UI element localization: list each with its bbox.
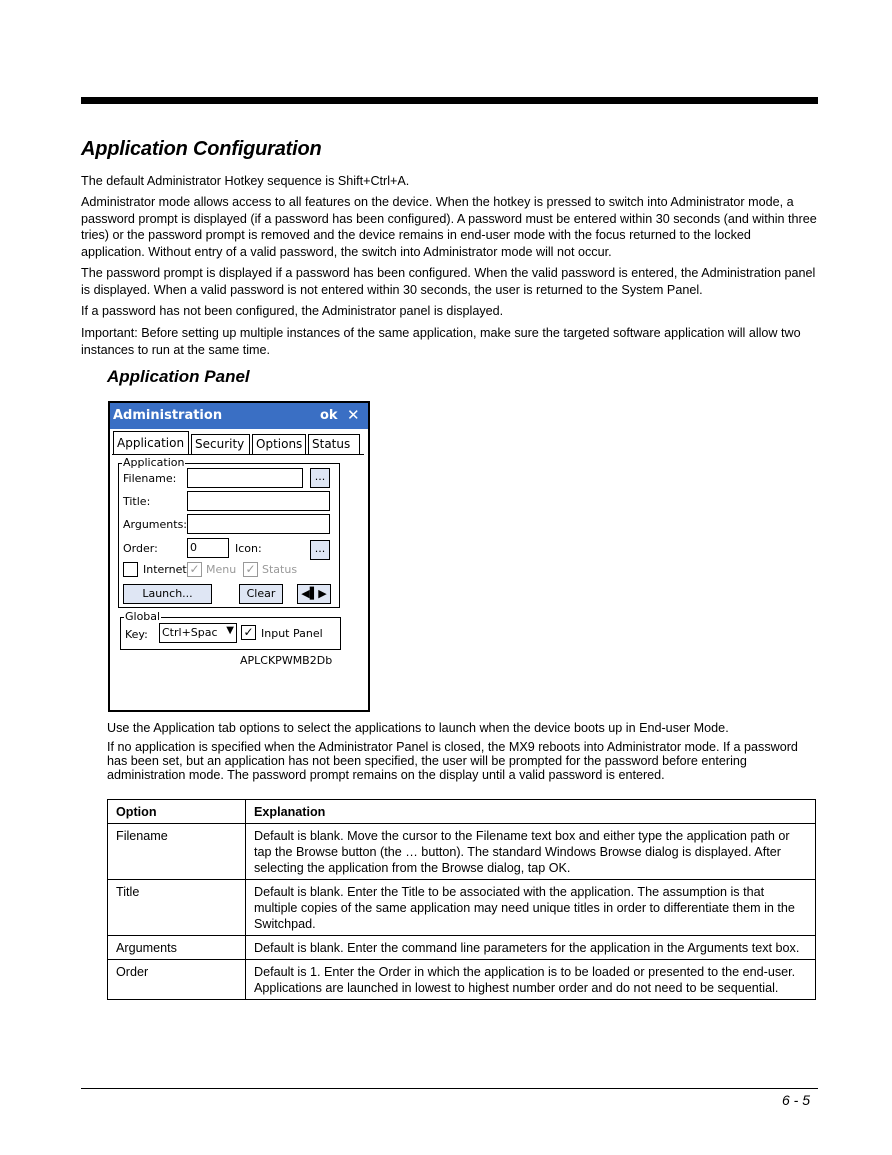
- table-row: [108, 880, 816, 936]
- dialog-title: Administration: [113, 408, 223, 423]
- internet-label: Internet: [143, 563, 187, 576]
- option-cell: Filename: [108, 824, 246, 880]
- arguments-label: Arguments:: [123, 518, 188, 531]
- subsection-title: Application Panel: [107, 367, 250, 386]
- options-table: [107, 799, 816, 1000]
- figure-code: APLCKPWMB2Db: [240, 654, 333, 667]
- dialog-title-bar: [110, 403, 368, 429]
- menu-label: Menu: [206, 563, 237, 576]
- table-header-row: [108, 800, 816, 824]
- title-field[interactable]: [187, 491, 330, 511]
- launch-button[interactable]: Launch...: [123, 584, 212, 604]
- hotkey-select[interactable]: [159, 623, 237, 643]
- explanation-cell: Default is blank. Enter the Title to be associated with the application. The assumption is that multiple copies of the same application may need unique titles in order to differentiate them in the Switchpad.: [246, 880, 816, 936]
- paragraph-password-prompt: The password prompt is displayed if a password has been configured. When the valid password is entered, the Administration panel is displayed. When a valid password is not entered within 30 seconds, the user is returned to the System Panel.: [81, 266, 816, 297]
- hotkey-value: Ctrl+Spac: [162, 626, 218, 639]
- filename-label: Filename:: [123, 472, 177, 485]
- arguments-field[interactable]: [187, 514, 330, 534]
- menu-checkbox[interactable]: [187, 562, 202, 577]
- dropdown-arrow-icon: ▼: [226, 625, 234, 636]
- option-cell: Title: [108, 880, 246, 936]
- left-right-arrows-icon: ◀▌▶: [301, 587, 327, 600]
- paragraph-hotkey: The default Administrator Hotkey sequence is Shift+Ctrl+A.: [81, 174, 410, 188]
- filename-field[interactable]: [187, 468, 303, 488]
- status-checkbox[interactable]: [243, 562, 258, 577]
- explanation-cell: Default is 1. Enter the Order in which the application is to be loaded or presented to the end-user. Applications are launched in lowest to highest number order and do not need to be sequential.: [246, 960, 816, 1000]
- icon-browse-button[interactable]: ...: [310, 540, 330, 560]
- key-label: Key:: [125, 628, 148, 641]
- table-row: [108, 960, 816, 1000]
- application-group-label: Application: [123, 456, 185, 469]
- table-row: [108, 936, 816, 960]
- title-label: Title:: [123, 495, 151, 508]
- paragraph-admin-mode: Administrator mode allows access to all features on the device. When the hotkey is pressed to switch into Administrator mode, a password prompt is displayed (if a password has been configured). A password must be entered within 30 seconds (and within three tries) or the password prompt is removed and the device remains in end-user mode with the focus returned to the locked application. Without entry of a valid password, the switch into Administrator mode will not occur.: [81, 195, 817, 259]
- status-label: Status: [262, 563, 298, 576]
- application-group: [118, 456, 340, 608]
- explanation-cell: Default is blank. Enter the command line parameters for the application in the Arguments text box.: [246, 936, 816, 960]
- paragraph-use-application-tab: Use the Application tab options to select the applications to launch when the device boots up in End-user Mode.: [107, 721, 729, 735]
- input-panel-checkbox[interactable]: [241, 625, 256, 640]
- page-number: 6 - 5: [782, 1092, 811, 1108]
- move-arrows-button[interactable]: [297, 584, 331, 604]
- tab-status[interactable]: Status: [308, 434, 360, 455]
- global-group-label: Global: [125, 610, 161, 623]
- option-cell: Order: [108, 960, 246, 1000]
- paragraph-no-password: If a password has not been configured, the Administrator panel is displayed.: [81, 304, 504, 318]
- tab-options[interactable]: Options: [252, 434, 306, 455]
- section-title: Application Configuration: [81, 138, 322, 160]
- header-option: Option: [108, 800, 246, 824]
- order-field[interactable]: 0: [187, 538, 229, 558]
- check-icon: ✓: [189, 562, 200, 576]
- option-cell: Arguments: [108, 936, 246, 960]
- table-row: [108, 824, 816, 880]
- explanation-cell: Default is blank. Move the cursor to the Filename text box and either type the application path or tap the Browse button (the … button). The standard Windows Browse dialog is displayed. After selecting the application from the Browse dialog, tap OK.: [246, 824, 816, 880]
- paragraph-no-application: If no application is specified when the Administrator Panel is closed, the MX9 reboots into Administrator mode. If a password has been set, but an application has not been specified, the user will be prompted for the password before entering administration mode. The password prompt remains on the display until a valid password is entered.: [107, 740, 798, 782]
- paragraph-important: Important: Before setting up multiple instances of the same application, make sure the targeted software application will allow two instances to run at the same time.: [81, 326, 801, 357]
- tab-application[interactable]: Application: [113, 431, 189, 455]
- close-icon[interactable]: ✕: [347, 406, 360, 424]
- administration-dialog: [108, 401, 370, 712]
- order-label: Order:: [123, 542, 158, 555]
- tab-security[interactable]: Security: [191, 434, 250, 455]
- icon-label: Icon:: [235, 542, 262, 555]
- check-icon: ✓: [243, 625, 254, 639]
- internet-checkbox[interactable]: [123, 562, 138, 577]
- clear-button[interactable]: Clear: [239, 584, 283, 604]
- header-explanation: Explanation: [246, 800, 816, 824]
- input-panel-label: Input Panel: [261, 627, 323, 640]
- check-icon: ✓: [245, 562, 256, 576]
- header-rule: [81, 97, 818, 104]
- application-tab-panel: [112, 454, 364, 607]
- global-group: [120, 610, 341, 650]
- footer-rule: [81, 1088, 818, 1089]
- filename-browse-button[interactable]: ...: [310, 468, 330, 488]
- ok-button[interactable]: ok: [320, 408, 338, 423]
